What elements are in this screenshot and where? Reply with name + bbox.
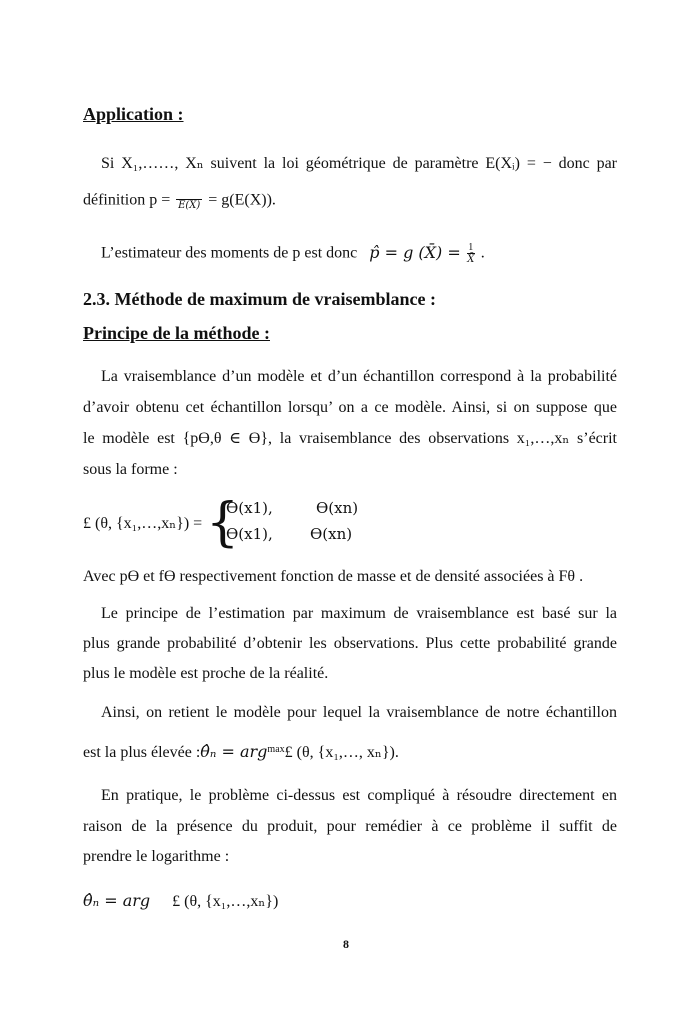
final-theta-hat: θ̂ₙ = arg <box>83 891 151 910</box>
final-likelihood: £ (θ, {x₁,…,xₙ}) <box>172 893 279 910</box>
paragraph-5-line-3: prendre le logarithme : <box>83 848 230 865</box>
paragraph-3-line-1: Le principe de l’estimation par maximum de vraisemblance est basé sur la <box>101 605 617 622</box>
fraction-numerator <box>176 190 202 200</box>
paragraph-1-line-4: sous la forme : <box>83 461 178 478</box>
paragraph-1-line-3: le modèle est {pϴ,θ ∈ ϴ}, la vraisemblance des observations x₁,…,xₙ s’écrit <box>83 430 617 447</box>
estimator-end: . <box>480 244 485 262</box>
definition-suffix: = g(E(X)). <box>208 191 276 209</box>
paragraph-4-line-2 <box>83 740 399 763</box>
max-superscript: max <box>267 744 285 755</box>
application-line-1: Si X₁,……, Xₙ suivent la loi géométrique de paramètre E(Xᵢ) = − donc par <box>101 155 617 172</box>
definition-fraction <box>176 190 202 212</box>
paragraph-1-line-1: La vraisemblance d’un modèle et d’un échantillon correspond à la probabilité <box>101 368 617 385</box>
paragraph-5-line-1: En pratique, le problème ci-dessus est compliqué à résoudre directement en <box>101 787 617 804</box>
application-line-3 <box>101 242 485 266</box>
section-title: 2.3. Méthode de maximum de vraisemblance : <box>83 289 436 309</box>
system-row-2-right: ϴ(xn) <box>310 525 353 543</box>
theta-hat-formula: θ̂ₙ = arg <box>200 742 268 761</box>
system-row-1-right: ϴ(xn) <box>316 499 359 517</box>
paragraph-1-line-2: d’avoir obtenu cet échantillon lorsqu’ on a ce modèle. Ainsi, si on suppose que <box>83 399 617 416</box>
final-formula <box>83 891 278 912</box>
system-row-2-left: ϴ(x1), <box>226 525 273 543</box>
likelihood-lhs: £ (θ, {x₁,…,xₙ}) = <box>83 515 203 532</box>
paragraph-3-line-2: plus grande probabilité d’obtenir les observations. Plus cette probabilité grande <box>83 635 617 652</box>
paragraph-4-line-1: Ainsi, on retient le modèle pour lequel la vraisemblance de notre échantillon <box>101 704 617 721</box>
application-line-2 <box>83 190 276 212</box>
estimator-formula: p̂ = g (X̄) = <box>369 242 461 262</box>
paragraph-4-suffix: £ (θ, {x₁,…, xₙ}). <box>284 744 399 761</box>
section-subtitle: Principe de la méthode : <box>83 323 270 343</box>
paragraph-3-line-3: plus le modèle est proche de la réalité. <box>83 665 329 682</box>
fraction-denominator: E(X) <box>178 200 201 211</box>
paragraph-2: Avec pϴ et fϴ respectivement fonction de masse et de densité associées à Fθ . <box>83 568 584 585</box>
definition-prefix: définition p = <box>83 191 171 209</box>
left-brace-icon: { <box>206 493 240 553</box>
paragraph-5-line-2: raison de la présence du produit, pour remédier à ce problème il suffit de <box>83 818 617 835</box>
paragraph-4-prefix: est la plus élevée : <box>83 744 201 761</box>
estimator-text: L’estimateur des moments de p est donc <box>101 244 358 262</box>
estimator-denominator: X̄ <box>467 254 475 265</box>
system-row-1-left: ϴ(x1), <box>226 499 273 517</box>
estimator-numerator: 1 <box>468 242 474 253</box>
estimator-fraction <box>467 242 475 266</box>
application-heading: Application : <box>83 104 184 124</box>
page-number: 8 <box>343 937 349 951</box>
